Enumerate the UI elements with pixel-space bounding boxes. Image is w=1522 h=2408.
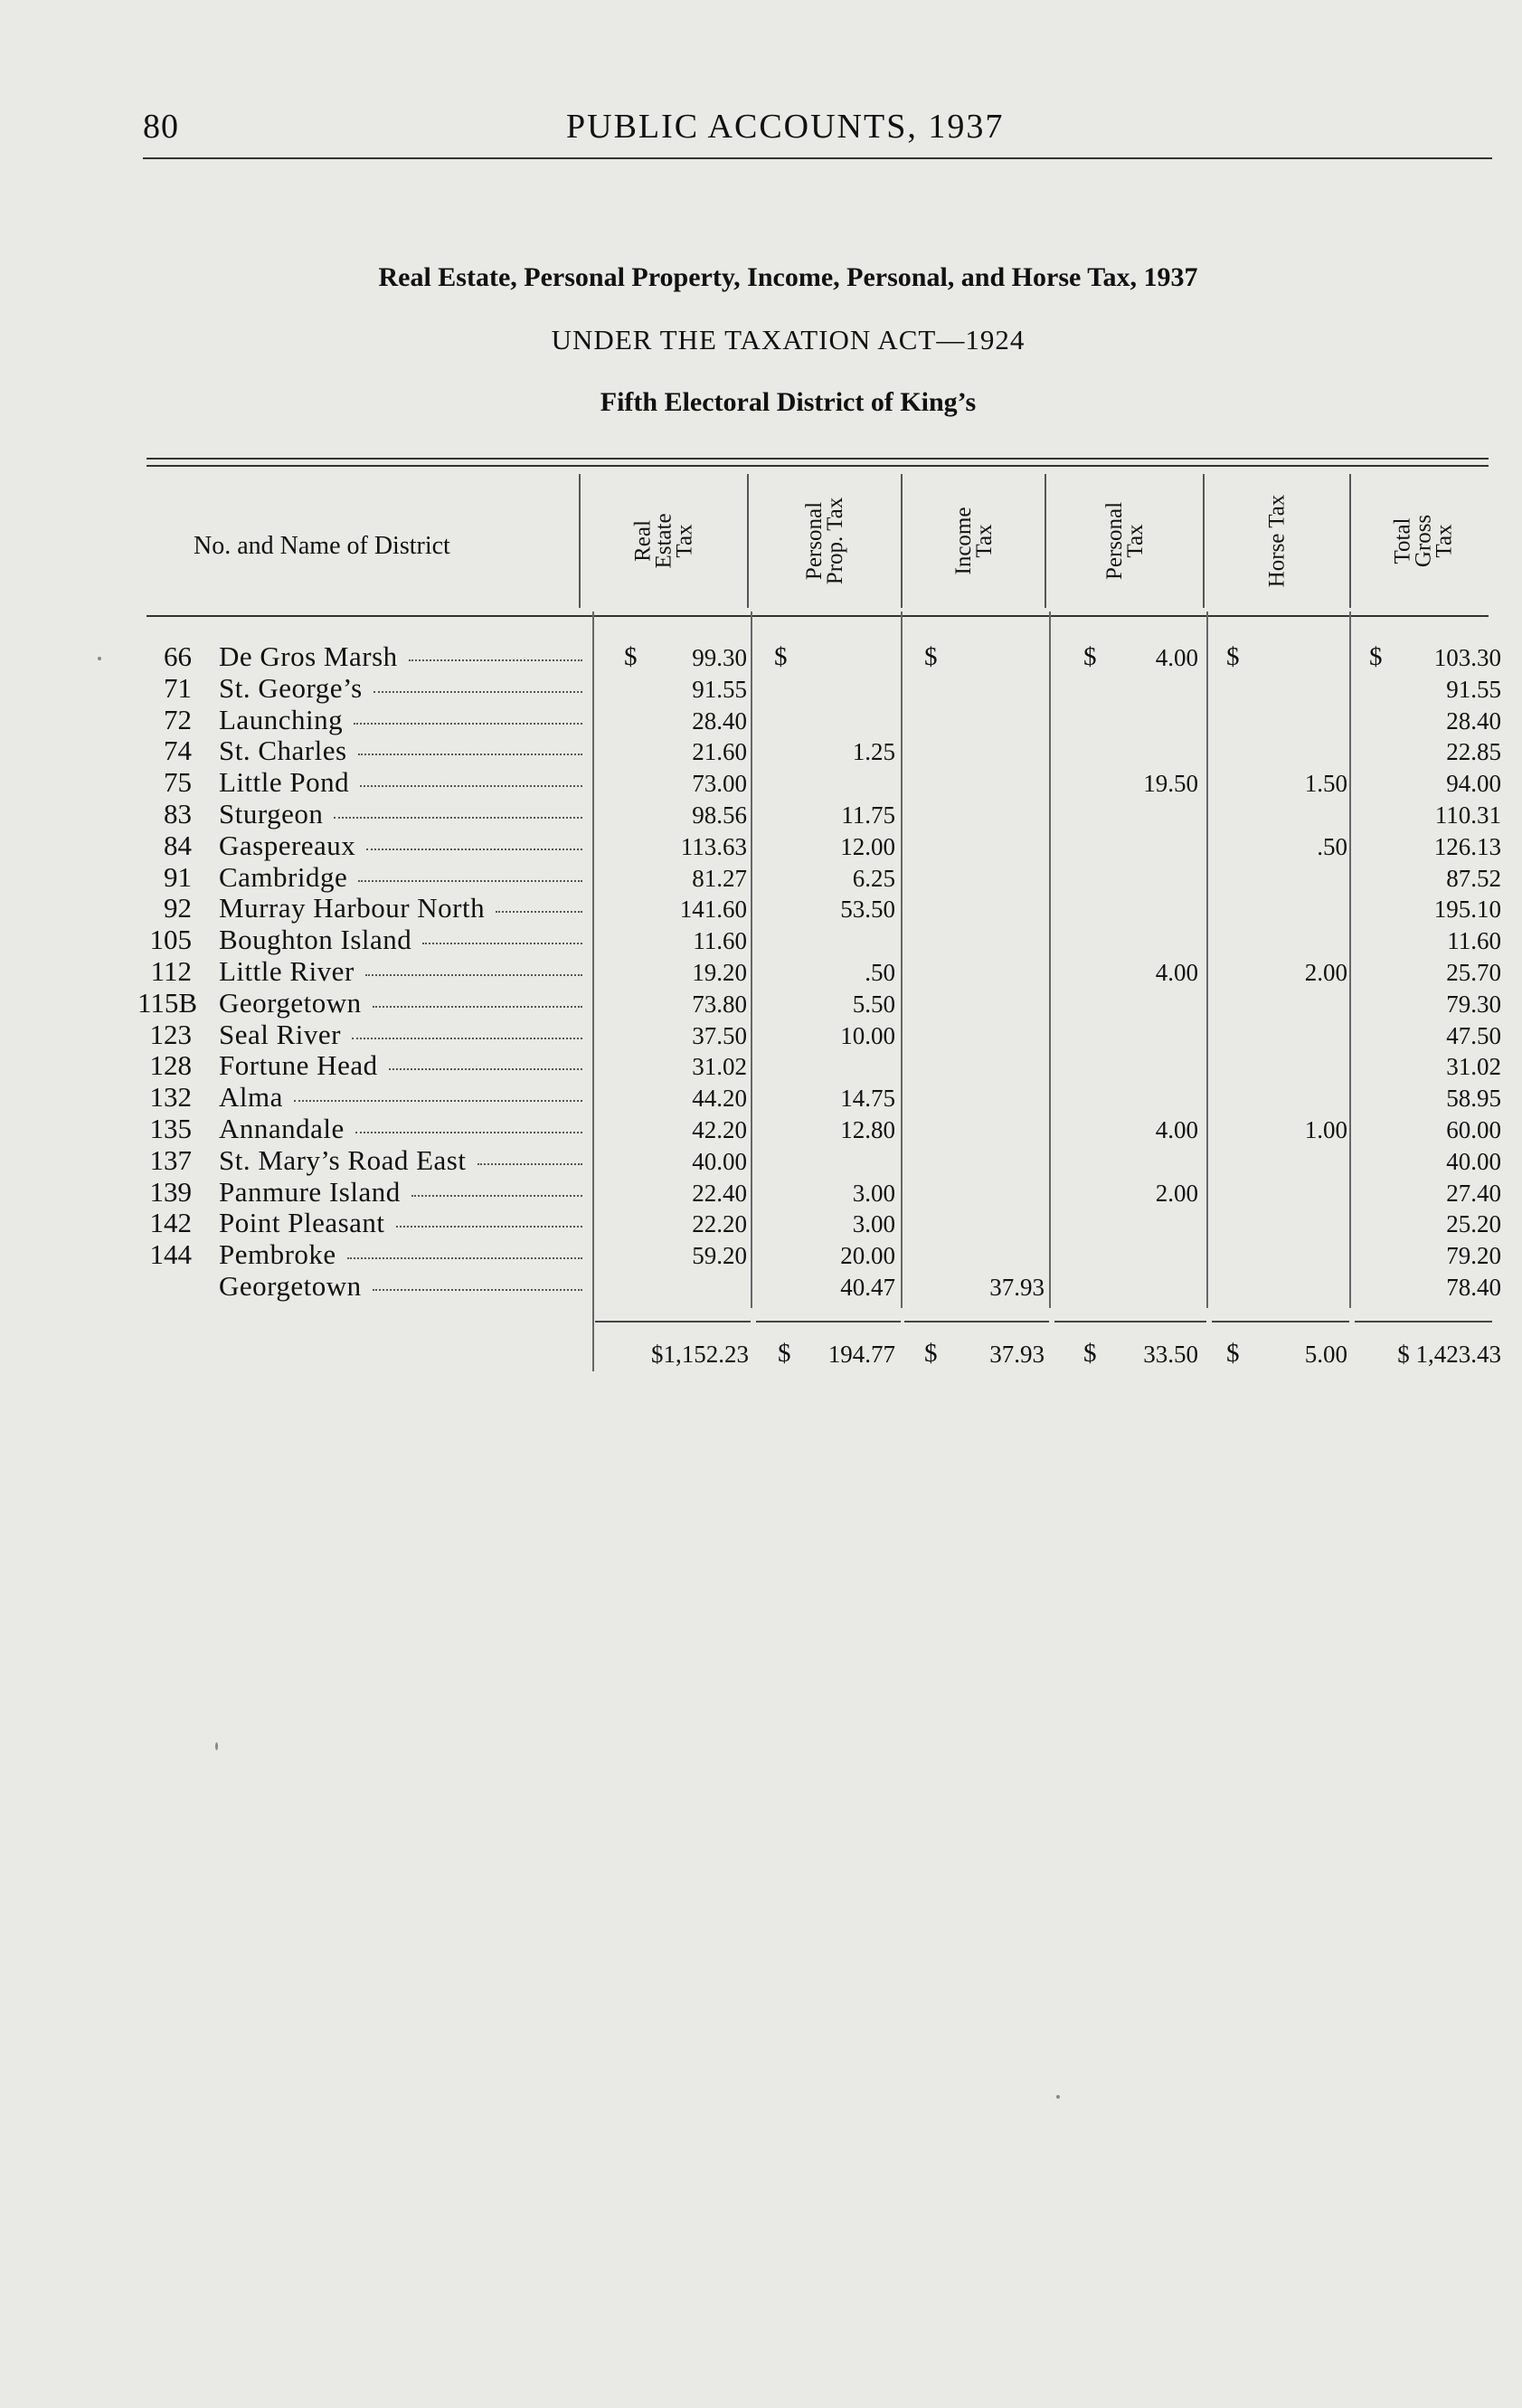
table-row xyxy=(0,1019,1522,1050)
personal-prop-cell: 10.00 xyxy=(840,1021,895,1049)
personal-prop-cell: 53.50 xyxy=(840,896,895,924)
horse-cell: 1.50 xyxy=(1304,770,1347,798)
total-gross-cell: 27.40 xyxy=(1446,1179,1501,1207)
district-number: 142 xyxy=(149,1207,192,1239)
real-estate-cell: 21.60 xyxy=(692,738,747,766)
district-number: 115B xyxy=(137,986,198,1019)
district-name: Cambridge xyxy=(219,860,348,893)
district-name: De Gros Marsh xyxy=(219,640,398,672)
table-row xyxy=(0,735,1522,766)
real-estate-cell: 44.20 xyxy=(692,1085,747,1113)
total-income: 37.93 xyxy=(989,1341,1045,1368)
table-row xyxy=(0,924,1522,955)
table-row xyxy=(0,1049,1522,1081)
income-cell: 37.93 xyxy=(989,1274,1045,1301)
district-name: Little River xyxy=(219,955,355,987)
paper-speck xyxy=(1056,2095,1060,2099)
total-rule xyxy=(756,1321,901,1323)
dot-leader xyxy=(358,880,582,882)
district-name: Murray Harbour North xyxy=(219,892,486,924)
district-name: Gaspereaux xyxy=(219,829,356,861)
column-header-label: Income Tax xyxy=(950,507,997,575)
total-gross-cell: 79.30 xyxy=(1446,990,1501,1018)
personal-cell: 4.00 xyxy=(1155,1116,1198,1143)
column-header-label: Personal Tax xyxy=(1101,501,1148,581)
currency-symbol: $ xyxy=(924,1339,938,1368)
real-estate-cell: 99.30 xyxy=(692,644,747,671)
total-gross-cell: 28.40 xyxy=(1446,706,1501,735)
total-personal: 33.50 xyxy=(1143,1341,1198,1368)
personal-cell: 2.00 xyxy=(1155,1179,1198,1207)
table-row xyxy=(0,672,1522,704)
real-estate-cell: 59.20 xyxy=(692,1242,747,1270)
personal-cell: 19.50 xyxy=(1143,770,1198,798)
dot-leader xyxy=(477,1163,582,1165)
total-gross-cell: 91.55 xyxy=(1446,675,1501,703)
column-header-personal-prop xyxy=(749,474,901,608)
dot-leader xyxy=(396,1226,582,1228)
total-gross-cell: 60.00 xyxy=(1446,1116,1501,1143)
district-name: Point Pleasant xyxy=(219,1207,385,1239)
total-gross-cell: 22.85 xyxy=(1446,738,1501,766)
personal-prop-cell: 14.75 xyxy=(840,1085,895,1113)
district-name: St. George’s xyxy=(219,671,363,704)
personal-prop-cell: 6.25 xyxy=(852,864,895,892)
table-row xyxy=(0,1176,1522,1208)
table-top-rule xyxy=(147,458,1489,460)
total-gross-cell: 94.00 xyxy=(1446,770,1501,798)
district-number: 105 xyxy=(149,924,192,956)
real-estate-cell: 31.02 xyxy=(692,1053,747,1081)
district-number: 135 xyxy=(149,1113,192,1144)
district-name: Annandale xyxy=(219,1113,345,1144)
table-row xyxy=(0,766,1522,798)
column-header-label: Horse Tax xyxy=(1264,494,1290,588)
row-header-label: No. and Name of District xyxy=(194,532,450,560)
district-name: Boughton Island xyxy=(219,924,412,956)
table-row xyxy=(0,861,1522,893)
dot-leader xyxy=(373,1289,582,1291)
district-number: 132 xyxy=(149,1081,192,1114)
district-name: Alma xyxy=(219,1081,283,1114)
column-header-label: Total Gross Tax xyxy=(1390,514,1457,568)
district-title: Fifth Electoral District of King’s xyxy=(600,387,977,417)
total-rule xyxy=(595,1321,751,1323)
table-row xyxy=(0,704,1522,735)
currency-symbol: $ xyxy=(774,642,788,671)
column-header-total xyxy=(1351,474,1496,608)
personal-prop-cell: 3.00 xyxy=(852,1179,895,1207)
real-estate-cell: 73.00 xyxy=(692,770,747,798)
total-gross-cell: 47.50 xyxy=(1446,1021,1501,1049)
dot-leader xyxy=(360,785,582,787)
table-row xyxy=(0,798,1522,830)
district-number: 74 xyxy=(164,735,192,767)
total-gross-cell: 79.20 xyxy=(1446,1242,1501,1270)
dot-leader xyxy=(365,974,582,976)
total-gross-cell: 25.20 xyxy=(1446,1210,1501,1238)
district-number: 71 xyxy=(164,671,192,704)
total-rule xyxy=(1054,1321,1206,1323)
real-estate-cell: 37.50 xyxy=(692,1021,747,1049)
dot-leader xyxy=(358,754,582,755)
district-number: 144 xyxy=(149,1238,192,1271)
table-row xyxy=(0,1238,1522,1270)
personal-prop-cell: 20.00 xyxy=(840,1242,895,1270)
dot-leader xyxy=(354,723,582,725)
district-name: Pembroke xyxy=(219,1238,336,1271)
dot-leader xyxy=(496,911,582,913)
total-gross-cell: 195.10 xyxy=(1433,896,1501,924)
dot-leader xyxy=(411,1195,582,1197)
dot-leader xyxy=(373,691,582,693)
total-real-estate: $1,152.23 xyxy=(651,1341,749,1368)
dot-leader xyxy=(409,659,582,661)
paper-speck xyxy=(215,1742,218,1750)
column-header-label: Personal Prop. Tax xyxy=(802,497,847,585)
dot-leader xyxy=(366,848,582,850)
total-gross-cell: 78.40 xyxy=(1446,1274,1501,1301)
district-name: Fortune Head xyxy=(219,1049,378,1082)
district-name: Launching xyxy=(219,703,344,735)
personal-prop-cell: 40.47 xyxy=(840,1274,895,1301)
district-number: 123 xyxy=(149,1018,192,1050)
header-bottom-rule xyxy=(147,615,1489,617)
total-gross: $ 1,423.43 xyxy=(1397,1341,1501,1368)
district-name: Little Pond xyxy=(219,766,350,799)
currency-symbol: $ xyxy=(1083,1339,1097,1368)
real-estate-cell: 40.00 xyxy=(692,1147,747,1175)
district-number: 66 xyxy=(164,640,192,672)
currency-symbol: $ xyxy=(778,1339,791,1368)
total-gross-cell: 11.60 xyxy=(1447,927,1501,955)
table-row xyxy=(0,955,1522,987)
running-title: PUBLIC ACCOUNTS, 1937 xyxy=(566,108,1005,146)
dot-leader xyxy=(352,1038,582,1039)
column-header-personal xyxy=(1046,474,1203,608)
currency-symbol: $ xyxy=(1083,642,1097,671)
district-name: Seal River xyxy=(219,1018,341,1050)
district-name: Georgetown xyxy=(219,986,362,1019)
personal-prop-cell: 3.00 xyxy=(852,1210,895,1238)
act-subtitle: UNDER THE TAXATION ACT—1924 xyxy=(551,324,1026,356)
column-header-label: Real Estate Tax xyxy=(630,513,697,569)
personal-prop-cell: 11.75 xyxy=(841,801,895,829)
dot-leader xyxy=(294,1100,582,1102)
district-number: 72 xyxy=(164,703,192,735)
district-name: St. Mary’s Road East xyxy=(219,1143,467,1176)
personal-prop-cell: 5.50 xyxy=(852,990,895,1018)
table-row xyxy=(0,830,1522,861)
total-gross-cell: 40.00 xyxy=(1446,1147,1501,1175)
real-estate-cell: 22.20 xyxy=(692,1210,747,1238)
total-gross-cell: 110.31 xyxy=(1434,801,1501,829)
dot-leader xyxy=(334,817,582,819)
real-estate-cell: 42.20 xyxy=(692,1116,747,1143)
real-estate-cell: 19.20 xyxy=(692,959,747,986)
total-rule xyxy=(904,1321,1049,1323)
district-number: 83 xyxy=(164,798,192,830)
personal-prop-cell: 12.00 xyxy=(840,832,895,860)
district-number: 91 xyxy=(164,860,192,893)
dot-leader xyxy=(355,1132,582,1133)
total-gross-cell: 31.02 xyxy=(1446,1053,1501,1081)
total-gross-cell: 87.52 xyxy=(1446,864,1501,892)
paper-speck xyxy=(98,657,101,660)
real-estate-cell: 91.55 xyxy=(692,675,747,703)
total-gross-cell: 58.95 xyxy=(1446,1085,1501,1113)
column-header-real-estate xyxy=(581,474,747,608)
district-name: Sturgeon xyxy=(219,798,324,830)
personal-prop-cell: 12.80 xyxy=(840,1116,895,1143)
district-name: Georgetown xyxy=(219,1270,362,1302)
real-estate-cell: 22.40 xyxy=(692,1179,747,1207)
district-number: 139 xyxy=(149,1175,192,1208)
personal-prop-cell: 1.25 xyxy=(852,738,895,766)
district-number: 92 xyxy=(164,892,192,924)
column-header-horse xyxy=(1205,474,1349,608)
horse-cell: .50 xyxy=(1317,832,1347,860)
table-row xyxy=(0,640,1522,672)
real-estate-cell: 28.40 xyxy=(692,706,747,735)
total-rule xyxy=(1212,1321,1349,1323)
district-number: 128 xyxy=(149,1049,192,1082)
table-row xyxy=(0,987,1522,1019)
horse-cell: 1.00 xyxy=(1304,1116,1347,1143)
table-row xyxy=(0,1207,1522,1238)
page-number: 80 xyxy=(143,108,179,146)
district-name: St. Charles xyxy=(219,735,347,767)
total-personal-prop: 194.77 xyxy=(827,1341,895,1368)
district-number: 112 xyxy=(150,955,192,987)
total-gross-cell: 25.70 xyxy=(1446,959,1501,986)
currency-symbol: $ xyxy=(1226,642,1240,671)
currency-symbol: $ xyxy=(924,642,938,671)
head-rule xyxy=(143,157,1492,159)
real-estate-cell: 98.56 xyxy=(692,801,747,829)
district-number: 84 xyxy=(164,829,192,861)
district-name: Panmure Island xyxy=(219,1175,401,1208)
running-head xyxy=(0,107,1522,152)
total-gross-cell: 103.30 xyxy=(1433,644,1501,671)
table-row xyxy=(0,1270,1522,1302)
personal-cell: 4.00 xyxy=(1155,644,1198,671)
table-top-rule-inner xyxy=(147,465,1489,467)
personal-prop-cell: .50 xyxy=(865,959,895,986)
personal-cell: 4.00 xyxy=(1155,959,1198,986)
table-title: Real Estate, Personal Property, Income, Personal, and Horse Tax, 1937 xyxy=(378,262,1198,292)
totals-row xyxy=(0,1337,1522,1373)
column-header-income xyxy=(903,474,1045,608)
real-estate-cell: 73.80 xyxy=(692,990,747,1018)
table-row xyxy=(0,1113,1522,1144)
total-gross-cell: 126.13 xyxy=(1433,832,1501,860)
dot-leader xyxy=(347,1257,582,1259)
real-estate-cell: 81.27 xyxy=(692,864,747,892)
table-row xyxy=(0,892,1522,924)
currency-symbol: $ xyxy=(1369,642,1383,671)
currency-symbol: $ xyxy=(1226,1339,1240,1368)
horse-cell: 2.00 xyxy=(1304,959,1347,986)
real-estate-cell: 113.63 xyxy=(680,832,747,860)
dot-leader xyxy=(422,943,582,944)
dot-leader xyxy=(373,1006,582,1008)
district-number: 137 xyxy=(149,1143,192,1176)
total-horse: 5.00 xyxy=(1304,1341,1347,1368)
total-rule xyxy=(1355,1321,1492,1323)
table-row xyxy=(0,1144,1522,1176)
real-estate-cell: 141.60 xyxy=(679,896,747,924)
district-number: 75 xyxy=(164,766,192,799)
real-estate-cell: 11.60 xyxy=(693,927,747,955)
currency-symbol: $ xyxy=(624,642,638,671)
dot-leader xyxy=(389,1068,582,1070)
table-row xyxy=(0,1081,1522,1113)
